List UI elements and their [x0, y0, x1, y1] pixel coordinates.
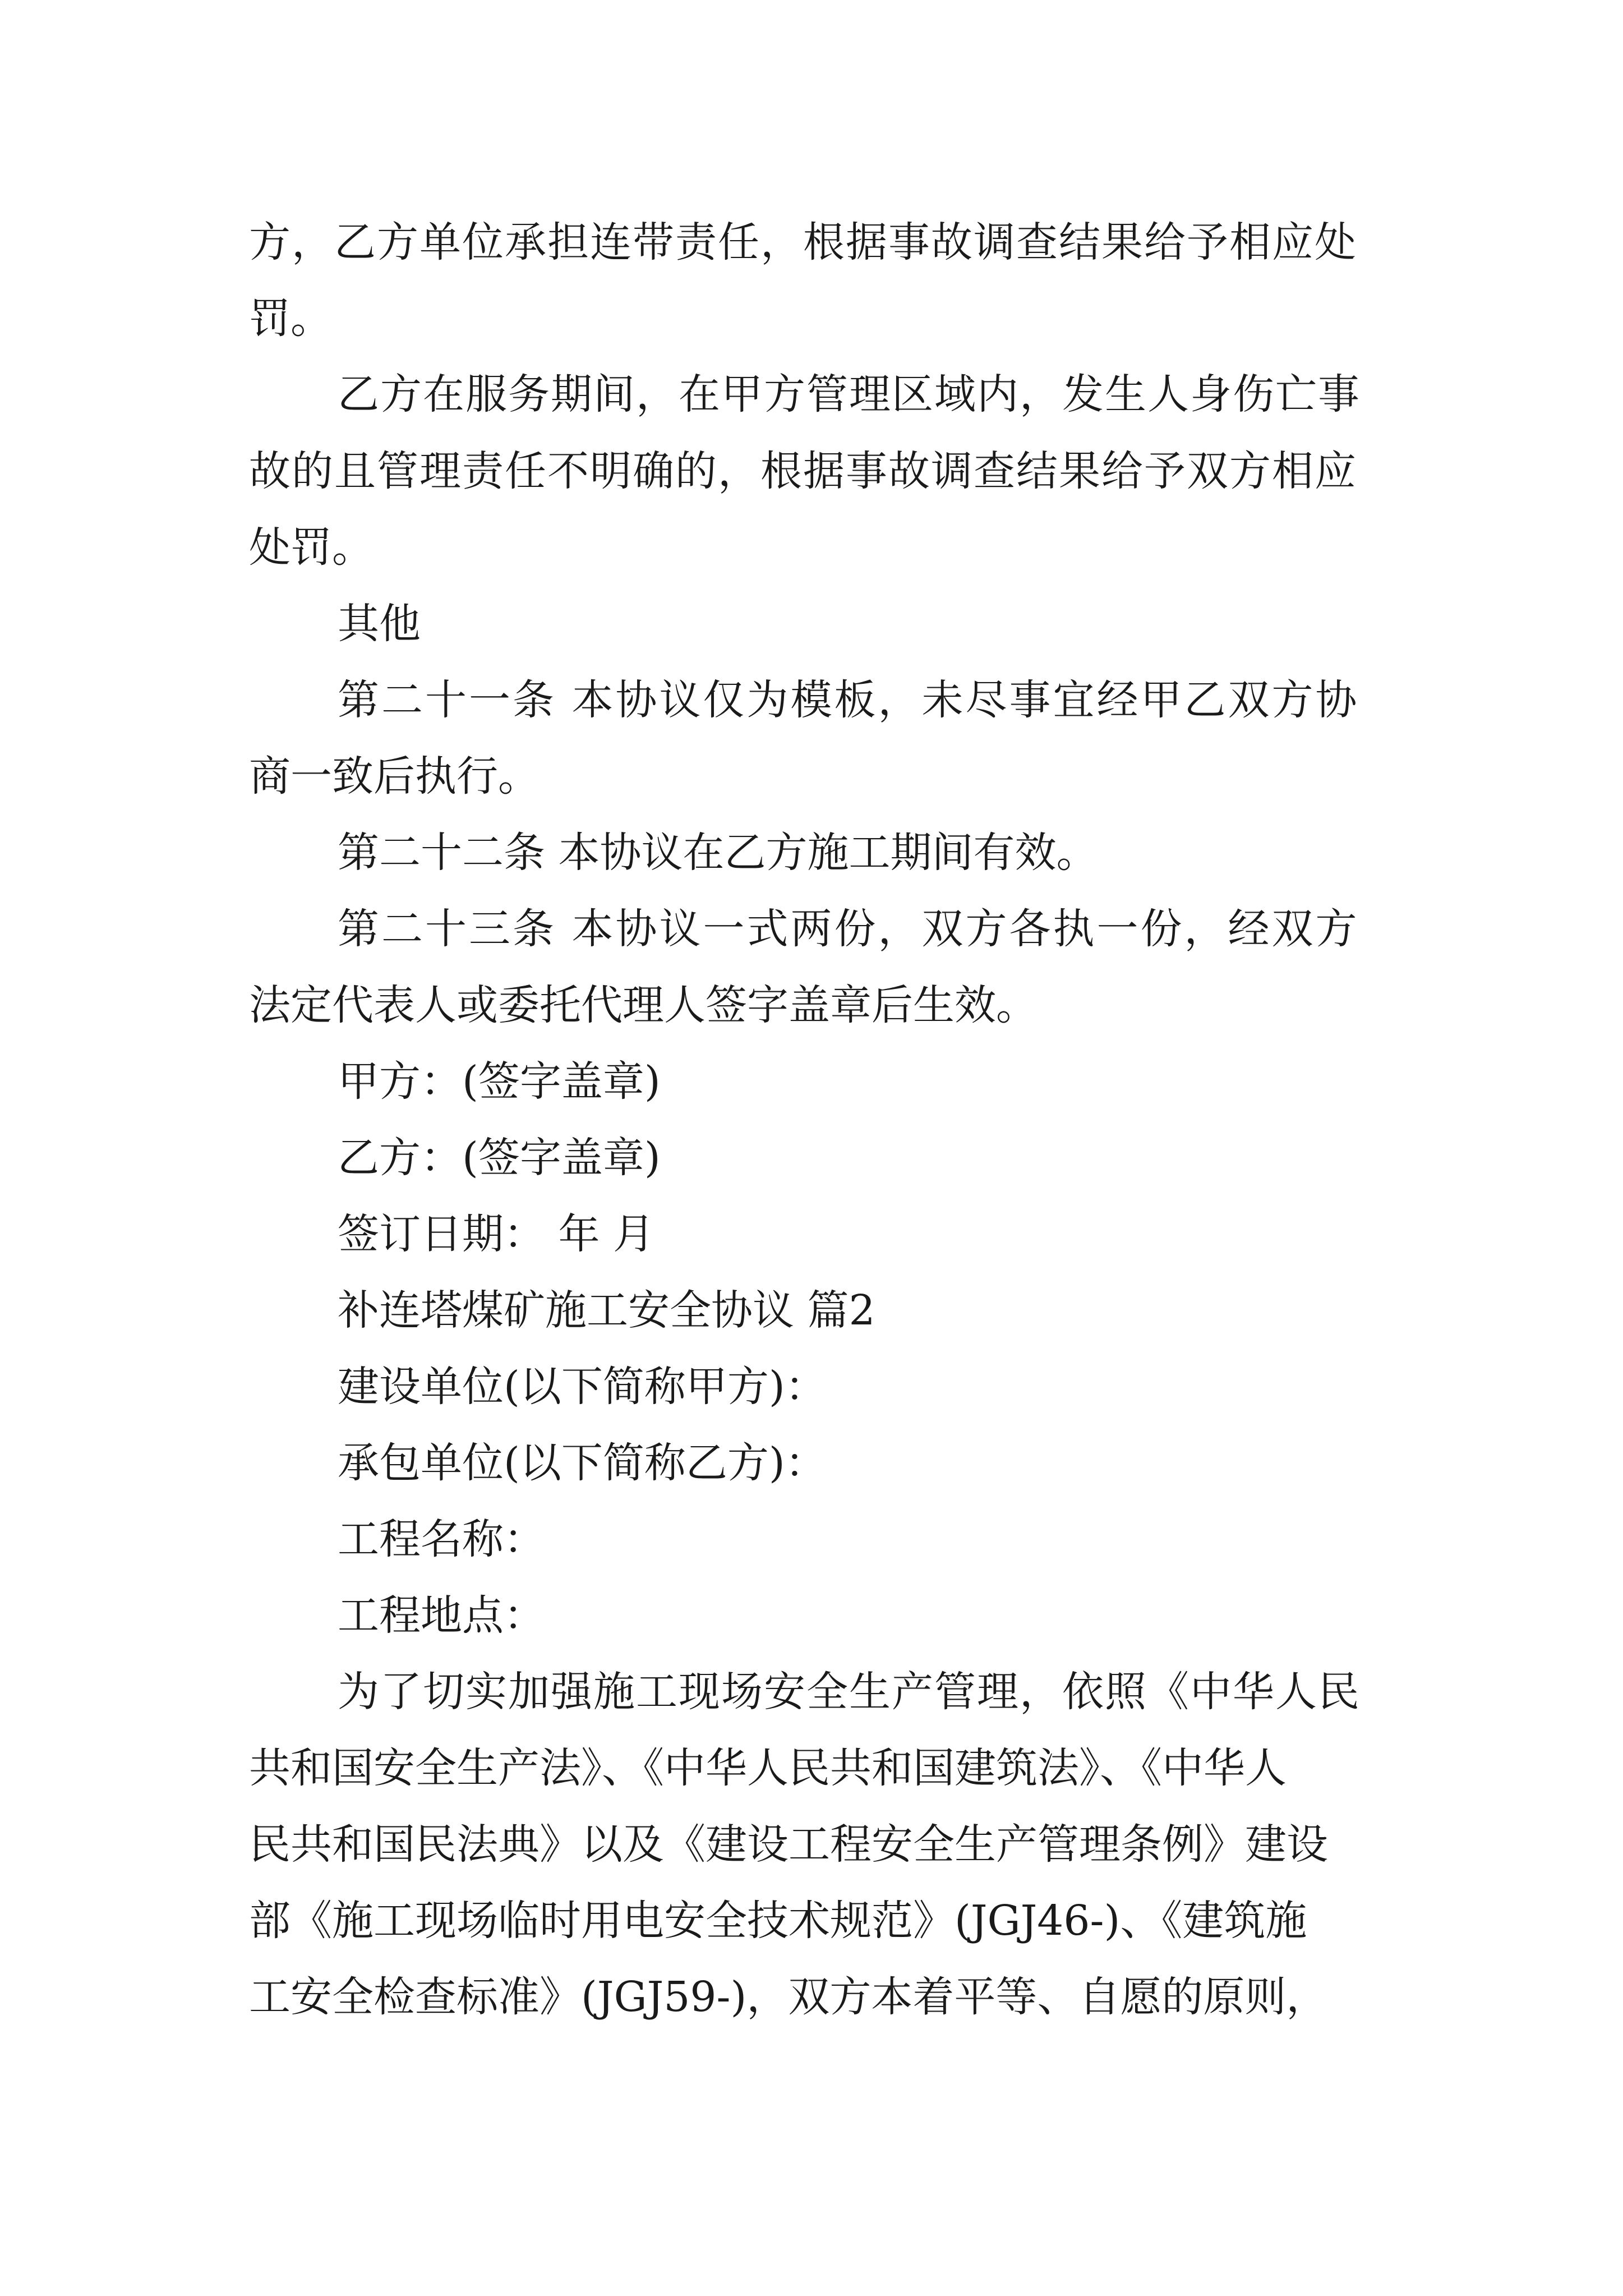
section-heading: 补连塔煤矿施工安全协议 篇2	[338, 1286, 875, 1335]
text-line: 乙方：(签字盖章)	[338, 1134, 661, 1182]
text-line: 故的且管理责任不明确的，根据事故调查结果给予双方相应	[249, 447, 1357, 495]
text-line: 建设单位(以下简称甲方)：	[338, 1363, 827, 1411]
text-line: 工程名称：	[338, 1515, 545, 1563]
text-line: 签订日期： 年 月	[338, 1210, 655, 1258]
text-line: 为了切实加强施工现场安全生产管理，依照《中华人民	[338, 1668, 1361, 1716]
section-heading: 其他	[338, 600, 421, 648]
text-line: 处罚。	[249, 523, 374, 572]
text-line: 工安全检查标准》(JGJ59-)，双方本着平等、自愿的原则，	[249, 1973, 1328, 2021]
text-line: 承包单位(以下简称乙方)：	[338, 1439, 827, 1487]
text-line: 第二十二条 本协议在乙方施工期间有效。	[338, 829, 1098, 877]
text-line: 工程地点：	[338, 1591, 545, 1640]
text-line: 部《施工现场临时用电安全技术规范》(JGJ46-)、《建筑施	[249, 1897, 1307, 1945]
text-line: 民共和国民法典》以及《建设工程安全生产管理条例》建设	[249, 1820, 1328, 1869]
text-line: 商一致后执行。	[249, 752, 540, 800]
text-line: 共和国安全生产法》、《中华人民共和国建筑法》、《中华人	[249, 1744, 1287, 1792]
text-line: 方，乙方单位承担连带责任，根据事故调查结果给予相应处	[249, 218, 1357, 266]
text-line: 罚。	[249, 295, 332, 343]
text-line: 乙方在服务期间，在甲方管理区域内，发生人身伤亡事	[338, 370, 1361, 418]
text-line: 法定代表人或委托代理人签字盖章后生效。	[249, 981, 1038, 1029]
text-line: 第二十一条 本协议仅为模板，未尽事宜经甲乙双方协	[338, 676, 1359, 724]
text-line: 第二十三条 本协议一式两份，双方各执一份，经双方	[338, 905, 1359, 953]
text-line: 甲方：(签字盖章)	[338, 1057, 661, 1106]
